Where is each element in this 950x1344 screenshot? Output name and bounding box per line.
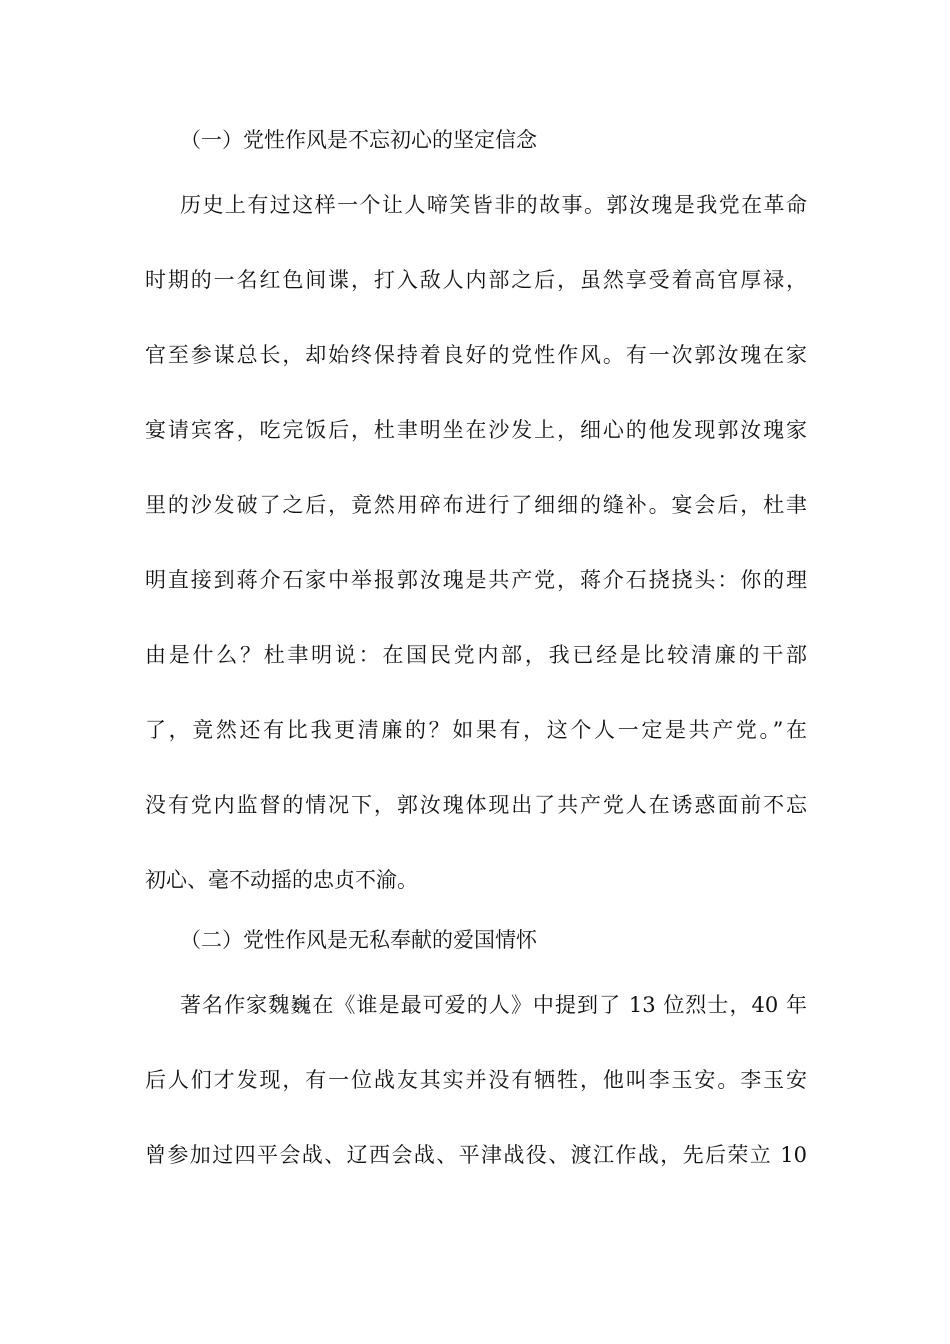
paragraph-line: 历史上有过这样一个让人啼笑皆非的故事。郭汝瑰是我党在革命 xyxy=(180,193,807,217)
paragraph-line: 后人们才发现，有一位战友其实并没有牺牲，他叫李玉安。李玉安 xyxy=(145,1068,807,1092)
paragraph-line: 时期的一名红色间谍，打入敌人内部之后，虽然享受着高官厚禄， xyxy=(145,268,807,292)
paragraph-line: 明直接到蒋介石家中举报郭汝瑰是共产党，蒋介石挠挠头：你的理 xyxy=(145,568,807,592)
paragraph-line: 了，竟然还有比我更清廉的？如果有，这个人一定是共产党。”在 xyxy=(145,718,807,742)
paragraph-line: 著名作家魏巍在《谁是最可爱的人》中提到了 13 位烈士，40 年 xyxy=(180,993,807,1017)
paragraph-line: 初心、毫不动摇的忠贞不渝。 xyxy=(145,868,418,892)
paragraph-line: 由是什么？杜聿明说：在国民党内部，我已经是比较清廉的干部 xyxy=(145,643,807,667)
paragraph-line: 曾参加过四平会战、辽西会战、平津战役、渡江作战，先后荣立 10 xyxy=(145,1143,807,1167)
paragraph-line: 宴请宾客，吃完饭后，杜聿明坐在沙发上，细心的他发现郭汝瑰家 xyxy=(145,418,807,442)
paragraph-line: 没有党内监督的情况下，郭汝瑰体现出了共产党人在诱惑面前不忘 xyxy=(145,793,807,817)
paragraph-line: 里的沙发破了之后，竟然用碎布进行了细细的缝补。宴会后，杜聿 xyxy=(145,493,807,517)
section-heading-2: （二）党性作风是无私奉献的爱国情怀 xyxy=(180,928,537,952)
section-heading-1: （一）党性作风是不忘初心的坚定信念 xyxy=(180,128,537,152)
paragraph-line: 官至参谋总长，却始终保持着良好的党性作风。有一次郭汝瑰在家 xyxy=(145,343,807,367)
